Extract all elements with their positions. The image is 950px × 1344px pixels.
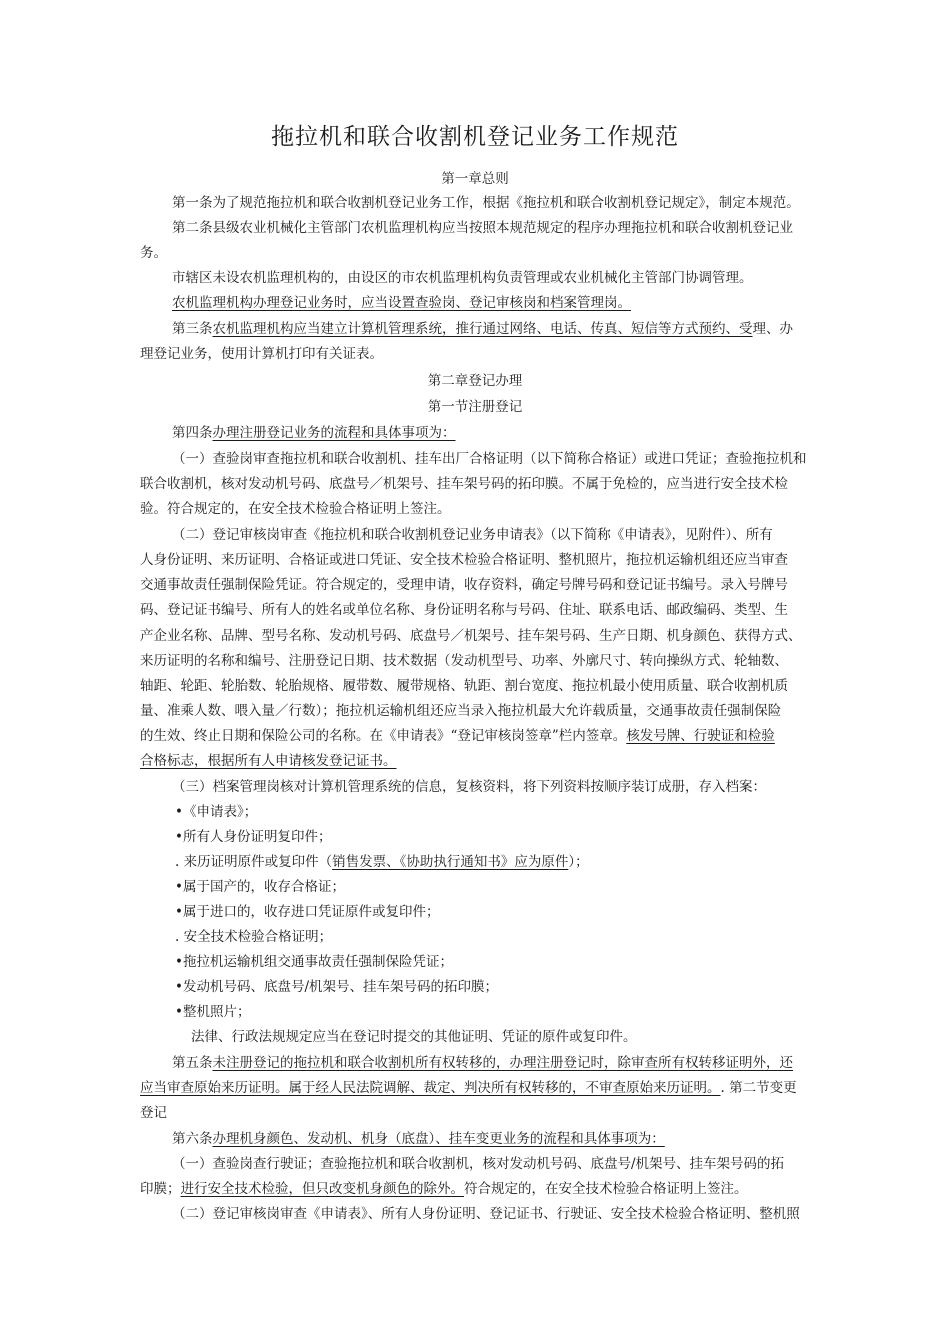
item-1-line-3: 验。符合规定的，在安全技术检验合格证明上签注。: [140, 501, 451, 517]
item-2-line-7: 轴距、轮距、轮胎数、轮胎规格、履带数、履带规格、轨距、割台宽度、拖拉机最小使用质量、联合收割机质: [140, 678, 788, 694]
article-6: [172, 1130, 665, 1148]
article-6-label: 第六条: [172, 1131, 213, 1147]
item-2-line-9-underlined: 核发号牌、行驶证和检验: [626, 728, 775, 744]
article-2-line-1: 第二条县级农业机械化主管部门农机监理机构应当按照本规范规定的程序办理拖拉机和联合收割机登记业: [172, 220, 793, 236]
item-6-1-line-2-underlined: 进行安全技术检验，但只改变机身颜色的除外。: [180, 1181, 464, 1197]
article-5-label: 第五条: [172, 1055, 213, 1071]
item-2-line-1: （二）登记审核岗审查《拖拉机和联合收割机登记业务申请表》（以下简称《申请表》，见附件）、所有: [172, 527, 773, 543]
chapter-2-heading: 第二章登记办理: [427, 373, 523, 389]
list-item-3-tail: ）；: [568, 854, 589, 870]
section-2-heading-end: 登记: [140, 1105, 167, 1121]
item-1-line-2: 联合收割机，核对发动机号码、底盘号／机架号、挂车架号码的拓印膜。不属于免检的，应当进行安全技术检: [140, 476, 788, 492]
item-6-1-line-1: （一）查验岗查行驶证；查验拖拉机和联合收割机，核对发动机号码、底盘号/机架号、挂车架号码的拓: [172, 1156, 785, 1172]
list-item-3-text: . 来历证明原件或复印件（: [175, 854, 333, 870]
list-item-2: •所有人身份证明复印件；: [175, 829, 332, 845]
section-1-heading: 第一节注册登记: [427, 399, 523, 415]
item-6-2-line-1: （二）登记审核岗审查《申请表》、所有人身份证明、登记证书、行驶证、安全技术检验合格证明、整机照: [172, 1206, 800, 1222]
article-3-underlined: 农机监理机构应当建立计算机管理系统，推行通过网络、电话、传真、短信等方式预约、受: [212, 321, 753, 337]
item-2-line-8: 量、准乘人数、喂入量／行数）；拖拉机运输机组还应当录入拖拉机最大允许载质量，交通事故责任强制保险: [140, 703, 782, 719]
list-item-1: •《申请表》；: [175, 804, 258, 820]
item-3-line-1: （三）档案管理岗核对计算机管理系统的信息，复核资料，将下列资料按顺序装订成册，存入档案：: [172, 779, 766, 795]
item-6-1-line-2-a: 印膜；: [140, 1181, 181, 1197]
item-6-1-line-2: [140, 1180, 748, 1198]
item-2-line-9-text: 的生效、终止日期和保险公司的名称。在《申请表》“登记审核岗签章”栏内签章。: [140, 728, 627, 744]
list-item-5: •属于进口的，收存进口凭证原件或复印件；: [175, 904, 440, 920]
article-3-line-2: 理登记业务，使用计算机打印有关证表。: [140, 346, 383, 362]
list-item-9: •整机照片；: [175, 1004, 251, 1020]
article-1: 第一条为了规范拖拉机和联合收割机登记业务工作，根据《拖拉机和联合收割机登记规定》，制定本规范。: [172, 195, 800, 211]
article-5-line-2-underlined: 应当审查原始来历证明。属于经人民法院调解、裁定、判决所有权转移的，不审查原始来历证明。: [140, 1080, 721, 1096]
item-2-line-3: 交通事故责任强制保险凭证。符合规定的，受理申请，收存资料，确定号牌号码和登记证书编号。录入号牌号: [140, 577, 788, 593]
article-4: [172, 424, 456, 442]
item-2-line-5: 产企业名称、品牌、型号名称、发动机号码、底盘号／机架号、挂车架号码、生产日期、机身颜色、获得方式、: [140, 628, 802, 644]
article-2-line-2: 务。: [140, 245, 167, 261]
article-2-para-2: 市辖区未设农机监理机构的，由设区的市农机监理机构负责管理或农业机械化主管部门协调管理。: [172, 270, 753, 286]
section-2-heading-start: . 第二节变更: [720, 1080, 797, 1096]
list-item-8: •发动机号码、底盘号/机架号、挂车架号码的拓印膜；: [175, 979, 499, 995]
list-item-4: •属于国产的，收存合格证；: [175, 879, 345, 895]
chapter-1-heading: 第一章总则: [441, 171, 509, 187]
article-5-line-1: [172, 1054, 793, 1072]
article-2-para-3: 农机监理机构办理登记业务时，应当设置查验岗、登记审核岗和档案管理岗。: [172, 295, 631, 311]
article-3-label: 第三条: [172, 321, 213, 337]
item-2-line-4: 码、登记证书编号、所有人的姓名或单位名称、身份证明名称与号码、住址、联系电话、邮政编码、类型、生: [140, 602, 788, 618]
article-4-underlined: 办理注册登记业务的流程和具体事项为：: [212, 425, 456, 441]
list-item-3: [175, 853, 589, 871]
list-item-10: 法律、行政法规规定应当在登记时提交的其他证明、凭证的原件或复印件。: [191, 1029, 637, 1045]
item-2-line-2: 人身份证明、来历证明、合格证或进口凭证、安全技术检验合格证明、整机照片，拖拉机运输机组还应当审查: [140, 552, 788, 568]
document-title: 拖拉机和联合收割机登记业务工作规范: [271, 124, 679, 150]
article-3-line-1: [172, 320, 793, 338]
list-item-6: . 安全技术检验合格证明；: [175, 929, 333, 945]
list-item-7: •拖拉机运输机组交通事故责任强制保险凭证；: [175, 954, 453, 970]
item-6-1-line-2-c: 符合规定的，在安全技术检验合格证明上签注。: [464, 1181, 748, 1197]
article-5-underlined: 未注册登记的拖拉机和联合收割机所有权转移的，办理注册登记时，除审查所有权转移证明外，还: [212, 1055, 793, 1071]
article-3-tail: 理、办: [752, 321, 793, 337]
item-2-line-6: 来历证明的名称和编号、注册登记日期、技术数据（发动机型号、功率、外廓尺寸、转向操纵方式、轮轴数、: [140, 653, 788, 669]
item-2-line-10: 合格标志，根据所有人申请核发登记证书。: [140, 753, 397, 769]
item-2-line-9: [140, 727, 775, 745]
article-6-underlined: 办理机身颜色、发动机、机身（底盘）、挂车变更业务的流程和具体事项为：: [212, 1131, 665, 1147]
article-4-label: 第四条: [172, 425, 213, 441]
item-1-line-1: （一）查验岗审查拖拉机和联合收割机、挂车出厂合格证明（以下简称合格证）或进口凭证；查验拖拉机和: [172, 451, 807, 467]
list-item-3-underlined: 销售发票、《协助执行通知书》应为原件: [332, 854, 569, 870]
article-5-line-2: [140, 1079, 797, 1097]
